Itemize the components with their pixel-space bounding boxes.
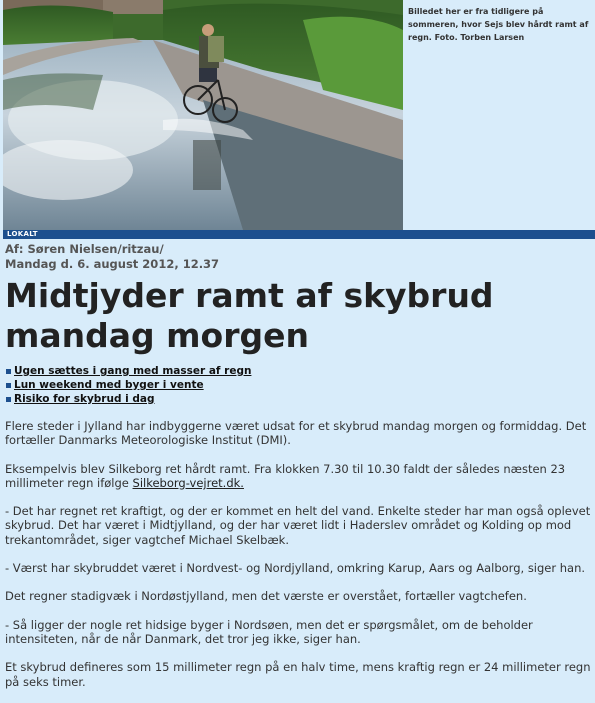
article-paragraph [5,462,593,491]
related-article-link[interactable]: Risiko for skybrud i dag [14,393,155,405]
section-label: LOKALT [7,230,38,238]
related-article-item [6,364,251,378]
bullet-square-icon [6,369,11,374]
article-photo [3,0,403,230]
article-paragraph: - Værst har skybruddet været i Nordvest- og Nordjylland, omkring Karup, Aars og Aalborg, siger han. [5,561,586,576]
flooded-street-image [3,0,403,230]
article-body [5,419,593,703]
article-paragraph: Det regner stadigvæk i Nordøstjylland, men det værste er overstået, fortæller vagtchefen. [5,589,527,604]
silkeborg-vejret-link[interactable]: Silkeborg-vejret.dk. [132,475,244,490]
photo-caption: Billedet her er fra tidligere på sommeren, hvor Sejs blev hårdt ramt af regn. Foto. Torben Larsen [408,7,589,42]
related-article-link[interactable]: Lun weekend med byger i vente [14,379,204,391]
related-article-item [6,378,251,392]
article-paragraph: - Så ligger der nogle ret hidsige byger i Nordsøen, men det er spørgsmålet, om de beholder intensiteten, når de når Danmark, det tror jeg ikke, siger han. [5,617,533,646]
bullet-square-icon [6,383,11,388]
article-paragraph: Flere steder i Jylland har indbyggerne været udsat for et skybrud mandag morgen og formiddag. Det fortæller Danmarks Meteorologiske Institut (DMI). [5,419,587,448]
section-bar [3,230,595,239]
article-photo-area [3,0,595,230]
bullet-square-icon [6,397,11,402]
paragraph-text: Eksempelvis blev Silkeborg ret hårdt ramt. Fra klokken 7.30 til 10.30 faldt der således næsten 23 millimeter regn ifølge [5,461,566,490]
article-paragraph: Et skybrud defineres som 15 millimeter regn på en halv time, mens kraftig regn er 24 millimeter regn på seks timer. [5,660,591,689]
article-meta [5,242,219,272]
related-article-item [6,392,251,406]
publish-date: Mandag d. 6. august 2012, 12.37 [5,257,220,271]
related-article-link[interactable]: Ugen sættes i gang med masser af regn [14,365,252,377]
related-articles-list [6,364,251,406]
article-paragraph: - Det har regnet ret kraftigt, og der er kommet en helt del vand. Enkelte steder har man også oplevet skybrud. Det har været i Midtjylland, og der har været lidt i Haderslev området og Kolding op mod trekantområdet, siger vagtchef Michael Skelbæk. [5,504,591,547]
byline: Af: Søren Nielsen/ritzau/ [5,242,164,256]
article-title: Midtjyder ramt af skybrud mandag morgen [5,276,494,355]
